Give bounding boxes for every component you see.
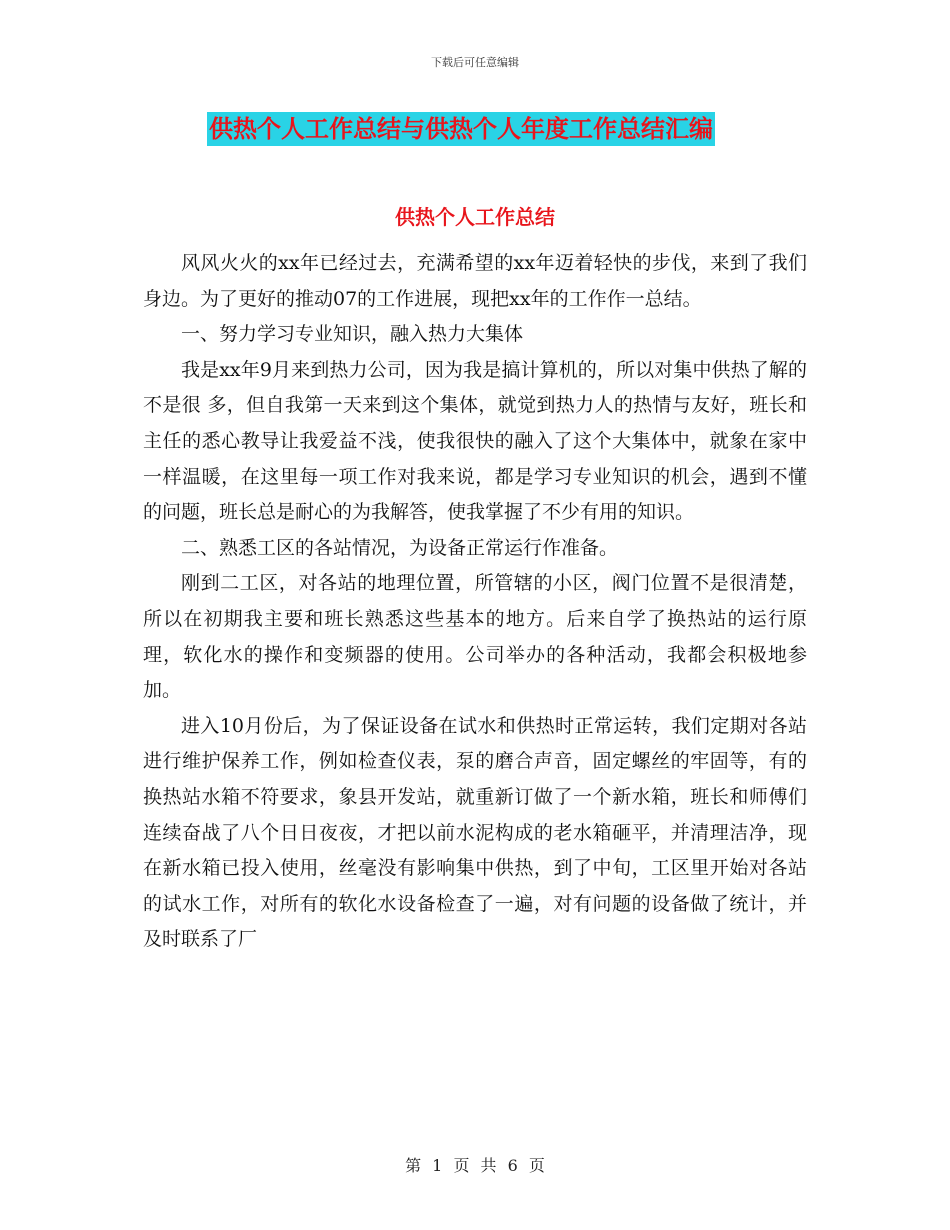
paragraph-maintenance: 进入10月份后，为了保证设备在试水和供热时正常运转，我们定期对各站进行维护保养工作，例如检查仪表，泵的磨合声音，固定螺丝的牢固等，有的换热站水箱不符要求，象县开发站，就重新订做了一个新水箱，班长和师傅们连续奋战了八个日日夜夜，才把以前水泥构成的老水箱砸平，并清理洁净，现在新水箱已投入使用，丝毫没有影响集中供热，到了中旬，工区里开始对各站的试水工作，对所有的软化水设备检查了一遍，对有问题的设备做了统计，并及时联系了厂 bbox=[143, 714, 807, 951]
paragraph-heading-2: 二、熟悉工区的各站情况，为设备正常运行作准备。 bbox=[181, 536, 619, 559]
paragraph-heading-1: 一、努力学习专业知识，融入热力大集体 bbox=[181, 323, 524, 346]
main-title-container bbox=[0, 112, 950, 146]
page-number-footer: 第 1 页 共 6 页 bbox=[405, 1156, 545, 1175]
document-main-title: 供热个人工作总结与供热个人年度工作总结汇编 bbox=[207, 112, 715, 146]
header-note: 下载后可任意编辑 bbox=[431, 56, 519, 69]
paragraph-learning: 我是xx年9月来到热力公司，因为我是搞计算机的，所以对集中供热了解的不是很 多，但自我第一天来到这个集体，就觉到热力人的热情与友好，班长和主任的悉心教导让我爱益不浅，使我很快的融入了这个大集体中，就象在家中一样温暖，在这里每一项工作对我来说，都是学习专业知识的机会，遇到不懂的问题，班长总是耐心的为我解答，使我掌握了不少有用的知识。 bbox=[143, 358, 807, 524]
paragraph-familiarize: 刚到二工区，对各站的地理位置，所管辖的小区，阀门位置不是很清楚，所以在初期我主要和班长熟悉这些基本的地方。后来自学了换热站的运行原理，软化水的操作和变频器的使用。公司举办的各种活动，我都会积极地参加。 bbox=[143, 572, 807, 702]
section-title: 供热个人工作总结 bbox=[395, 205, 555, 229]
paragraph-intro: 风风火火的xx年已经过去，充满希望的xx年迈着轻快的步伐，来到了我们身边。为了更好的推动07的工作进展，现把xx年的工作作一总结。 bbox=[143, 252, 807, 310]
document-body bbox=[143, 246, 807, 958]
